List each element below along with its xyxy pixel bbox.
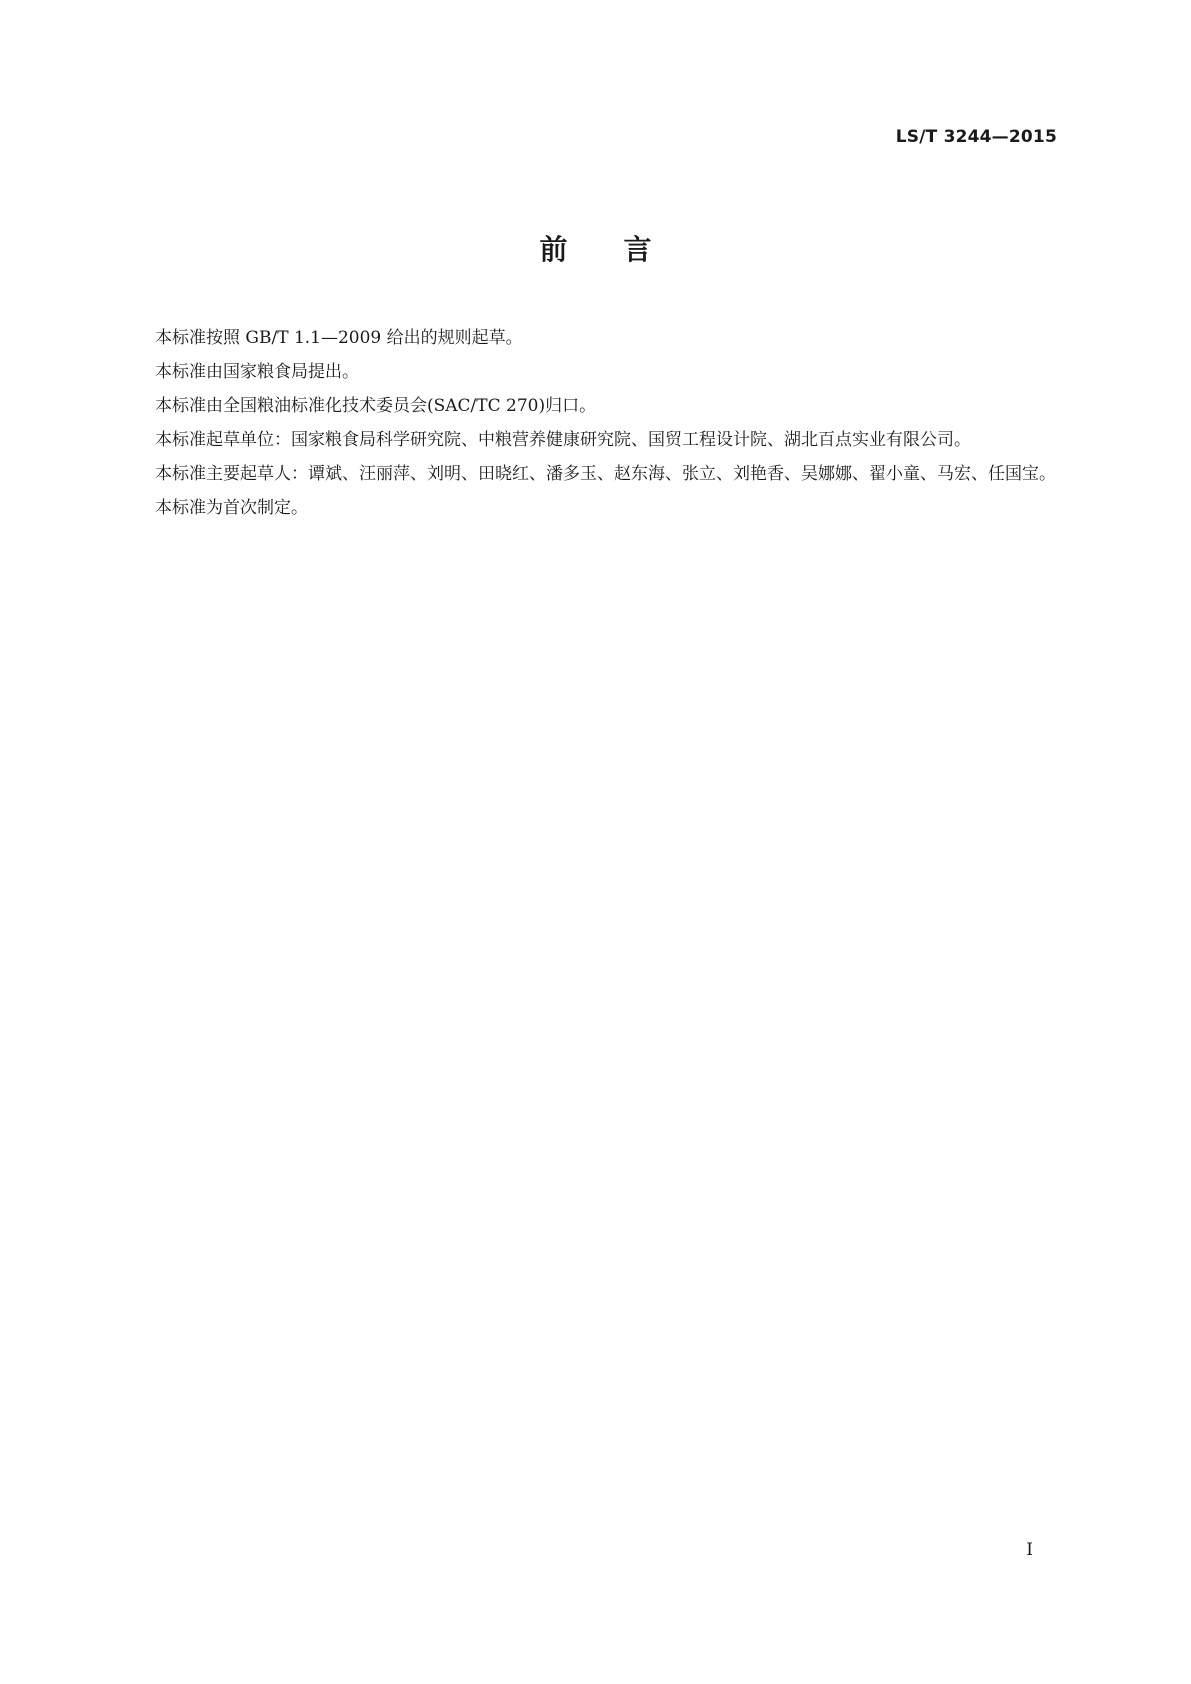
paragraph-first-edition: 本标准为首次制定。 [155, 498, 308, 518]
paragraph-drafting-rules: 本标准按照 GB/T 1.1—2009 给出的规则起草。 [155, 328, 523, 348]
paragraph-drafting-units: 本标准起草单位：国家粮食局科学研究院、中粮营养健康研究院、国贸工程设计院、湖北百点实业有限公司。 [155, 430, 971, 450]
paragraph-drafters: 本标准主要起草人：谭斌、汪丽萍、刘明、田晓红、潘多玉、赵东海、张立、刘艳香、吴娜娜、翟小童、马宏、任国宝。 [155, 464, 1056, 484]
page-title: 前言 [539, 233, 708, 266]
page-number: I [1026, 1540, 1033, 1560]
foreword-body [121, 323, 1067, 527]
paragraph-committee: 本标准由全国粮油标准化技术委员会(SAC/TC 270)归口。 [155, 396, 597, 416]
paragraph-proposer: 本标准由国家粮食局提出。 [155, 362, 359, 382]
document-code: LS/T 3244—2015 [895, 127, 1057, 147]
